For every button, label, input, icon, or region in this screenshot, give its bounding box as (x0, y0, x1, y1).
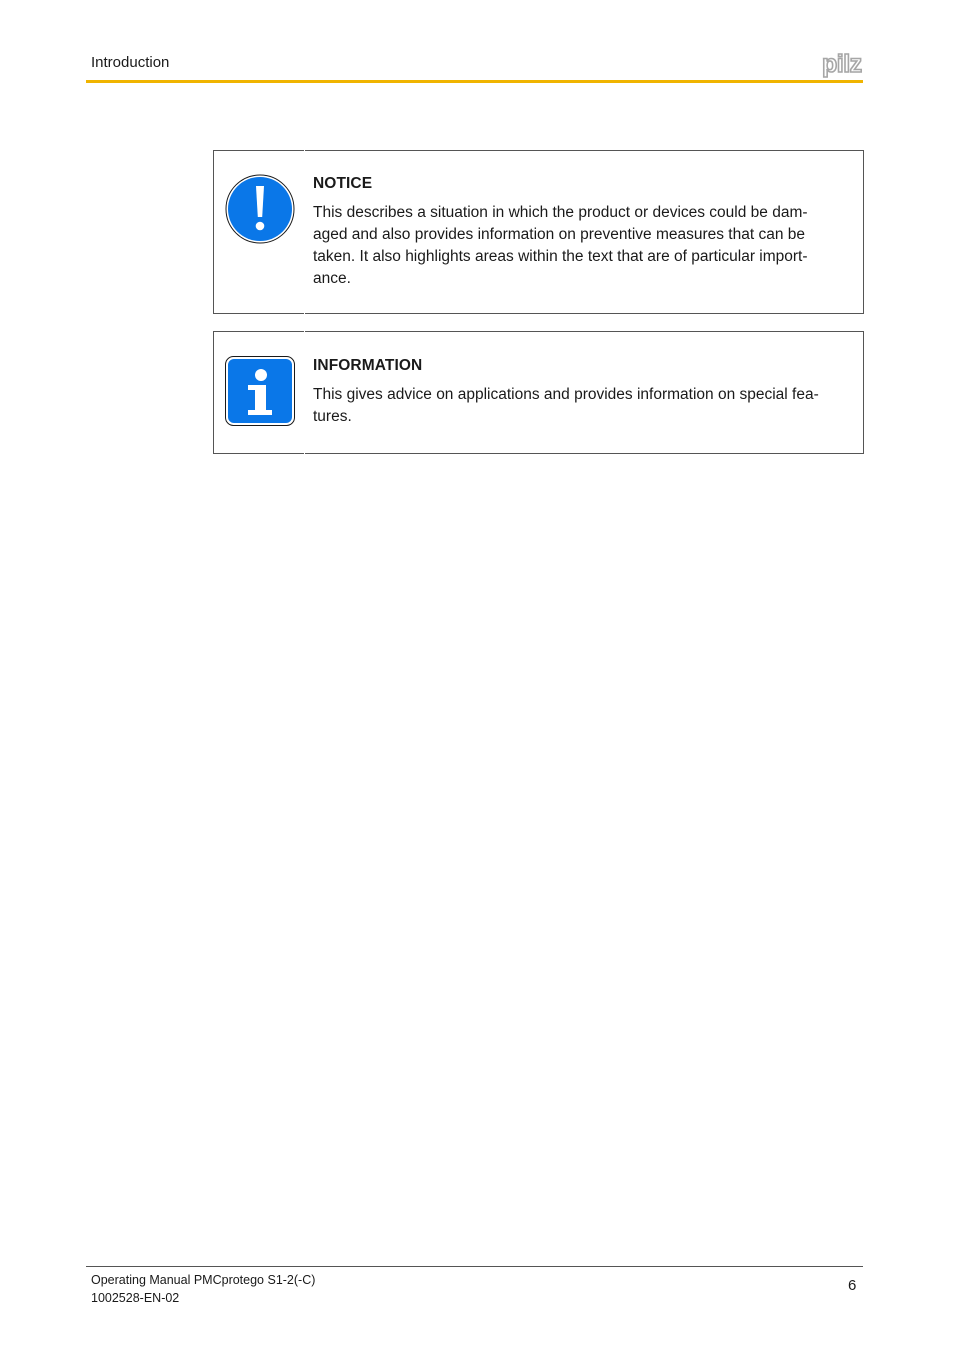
information-text (313, 384, 843, 428)
info-square-icon (225, 356, 295, 426)
notice-text-line: taken. It also highlights areas within the text that are of particular import- (313, 248, 808, 265)
document-number: 1002528-EN-02 (91, 1291, 180, 1305)
page-number: 6 (848, 1277, 857, 1294)
information-box (213, 331, 864, 454)
pilz-logo (821, 50, 865, 78)
notice-text-line: ance. (313, 270, 351, 287)
svg-text:pilz: pilz (822, 50, 862, 78)
information-text-line: This gives advice on applications and provides information on special fea- (313, 386, 819, 403)
footer-rule (86, 1266, 863, 1267)
notice-box (213, 150, 864, 314)
notice-text (313, 202, 843, 290)
header-rule (86, 80, 863, 83)
notice-title: NOTICE (313, 175, 373, 192)
manual-title: Operating Manual PMCprotego S1-2(-C) (91, 1273, 316, 1287)
notice-text-line: aged and also provides information on preventive measures that can be (313, 226, 805, 243)
information-title: INFORMATION (313, 357, 423, 374)
section-title: Introduction (91, 54, 170, 71)
notice-text-line: This describes a situation in which the product or devices could be dam- (313, 204, 808, 221)
exclamation-circle-icon (225, 174, 295, 244)
information-text-line: tures. (313, 408, 352, 425)
